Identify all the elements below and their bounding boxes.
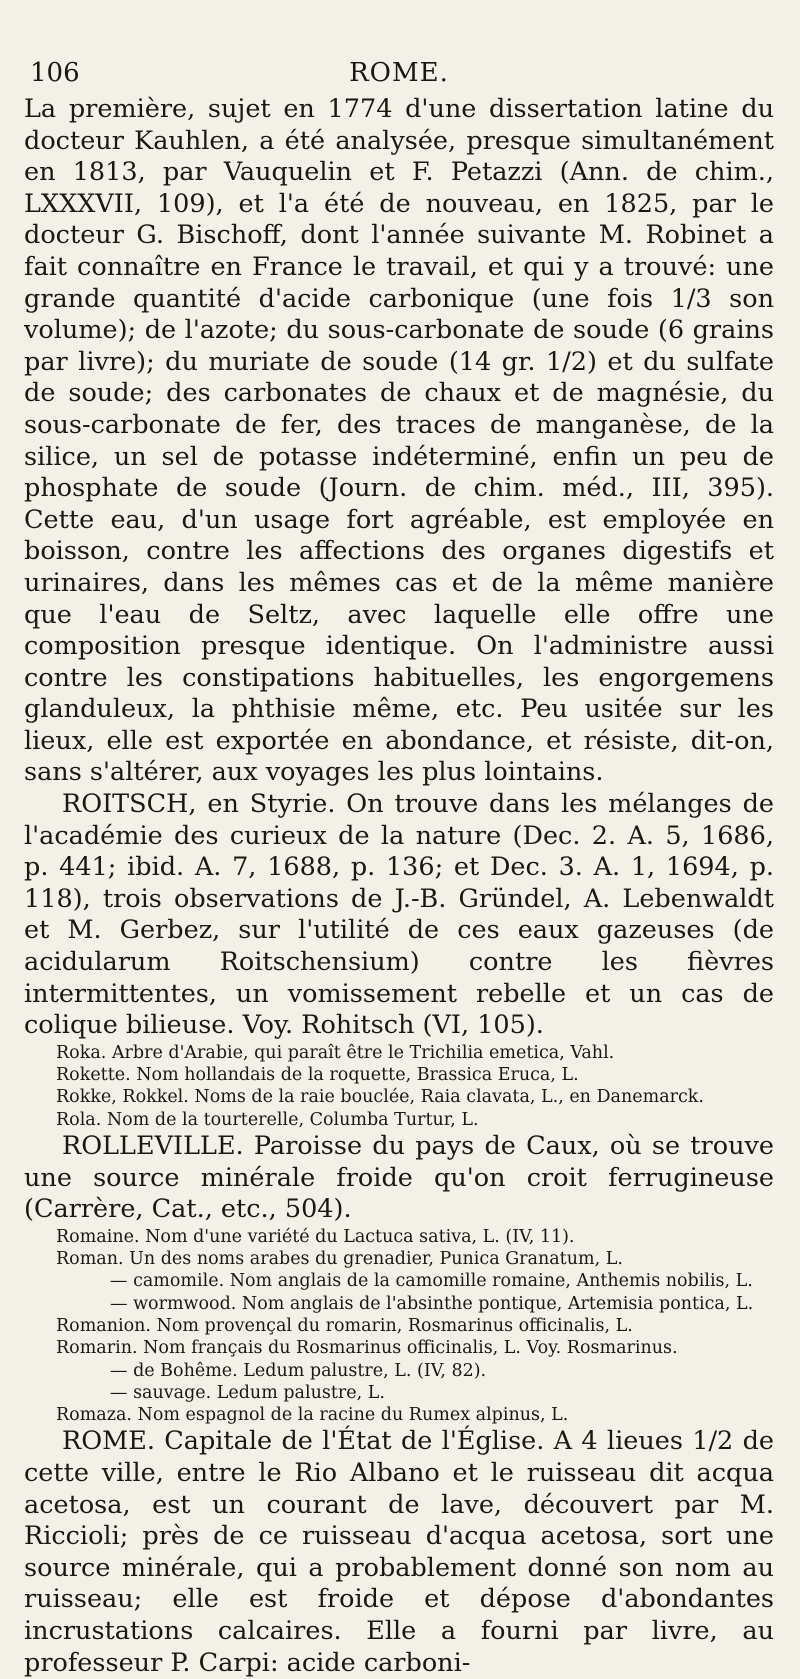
small-entries-group-b: [24, 1226, 774, 1427]
running-title: ROME.: [349, 58, 449, 88]
entry-roitsch: ROITSCH, en Styrie. On trouve dans les mélanges de l'académie des curieux de la nature (Dec. 2. A. 5, 1686, p. 441; ibid. A. 7, 1688, p. 136; et Dec. 3. A. 1, 1694, p. 118), trois observations de J.-B. Gründel, A. Lebenwaldt et M. Gerbez, sur l'utilité de ces eaux gazeuses (de acidularum Roitschensium) contre les fièvres intermittentes, un vomissement rebelle et un cas de colique bilieuse. Voy. Rohitsch (VI, 105).: [24, 789, 774, 1041]
entry-romaine: Romaine. Nom d'une variété du Lactuca sativa, L. (IV, 11).: [56, 1226, 575, 1247]
entry-romarin-boheme: — de Bohême. Ledum palustre, L. (IV, 82).: [110, 1360, 487, 1381]
page-header: [24, 58, 774, 92]
paragraph-continuation: La première, sujet en 1774 d'une dissertation latine du docteur Kauhlen, a été analysée, presque simultanément en 1813, par Vauquelin et F. Petazzi (Ann. de chim., LXXXVII, 109), et l'a été de nouveau, en 1825, par le docteur G. Bischoff, dont l'année suivante M. Robinet a fait connaître en France le travail, et qui y a trouvé: une grande quantité d'acide carbonique (une fois 1/3 son volume); de l'azote; du sous-carbonate de soude (6 grains par livre); du muriate de soude (14 gr. 1/2) et du sulfate de soude; des carbonates de chaux et de magnésie, du sous-carbonate de fer, des traces de manganèse, de la silice, un sel de potasse indéterminé, enfin un peu de phosphate de soude (Journ. de chim. méd., III, 395). Cette eau, d'un usage fort agréable, est employée en boisson, contre les affections des organes digestifs et urinaires, dans les mêmes cas et de la même manière que l'eau de Seltz, avec laquelle elle offre une composition presque identique. On l'administre aussi contre les constipations habituelles, les engorgemens glanduleux, la phthisie même, etc. Peu usitée sur les lieux, elle est exportée en abondance, et résiste, dit-on, sans s'altérer, aux voyages les plus lointains.: [24, 94, 774, 788]
entry-romarin: Romarin. Nom français du Rosmarinus officinalis, L. Voy. Rosmarinus.: [56, 1338, 678, 1359]
entry-rolleville: ROLLEVILLE. Paroisse du pays de Caux, où se trouve une source minérale froide qu'on croit ferrugineuse (Carrère, Cat., etc., 504).: [24, 1131, 774, 1225]
page-number: 106: [30, 58, 80, 88]
entry-rome: ROME. Capitale de l'État de l'Église. A 4 lieues 1/2 de cette ville, entre le Rio Albano et le ruisseau dit acqua acetosa, est un courant de lave, découvert par M. Riccioli; près de ce ruisseau d'acqua acetosa, sort une source minérale, qui a probablement donné son nom au ruisseau; elle est froide et dépose d'abondantes incrustations calcaires. Elle a fourni par livre, au professeur P. Carpi: acide carboni-: [24, 1426, 774, 1678]
entry-rokette: Rokette. Nom hollandais de la roquette, Brassica Eruca, L.: [56, 1065, 579, 1086]
small-entries-group-a: [24, 1042, 774, 1131]
entry-romanion: Romanion. Nom provençal du romarin, Rosmarinus officinalis, L.: [56, 1315, 633, 1336]
entry-rokke: Rokke, Rokkel. Noms de la raie bouclée, Raia clavata, L., en Danemarck.: [56, 1087, 704, 1108]
entry-roka: Roka. Arbre d'Arabie, qui paraît être le Trichilia emetica, Vahl.: [56, 1042, 615, 1063]
entry-roman-wormwood: — wormwood. Nom anglais de l'absinthe pontique, Artemisia pontica, L.: [110, 1293, 754, 1314]
entry-romarin-sauvage: — sauvage. Ledum palustre, L.: [110, 1382, 385, 1403]
entry-romaza: Romaza. Nom espagnol de la racine du Rumex alpinus, L.: [56, 1405, 569, 1426]
entry-roman-camomile: — camomile. Nom anglais de la camomille romaine, Anthemis nobilis, L.: [110, 1271, 753, 1292]
entry-rola: Rola. Nom de la tourterelle, Columba Turtur, L.: [56, 1109, 479, 1130]
entry-roman: Roman. Un des noms arabes du grenadier, Punica Granatum, L.: [56, 1249, 623, 1270]
